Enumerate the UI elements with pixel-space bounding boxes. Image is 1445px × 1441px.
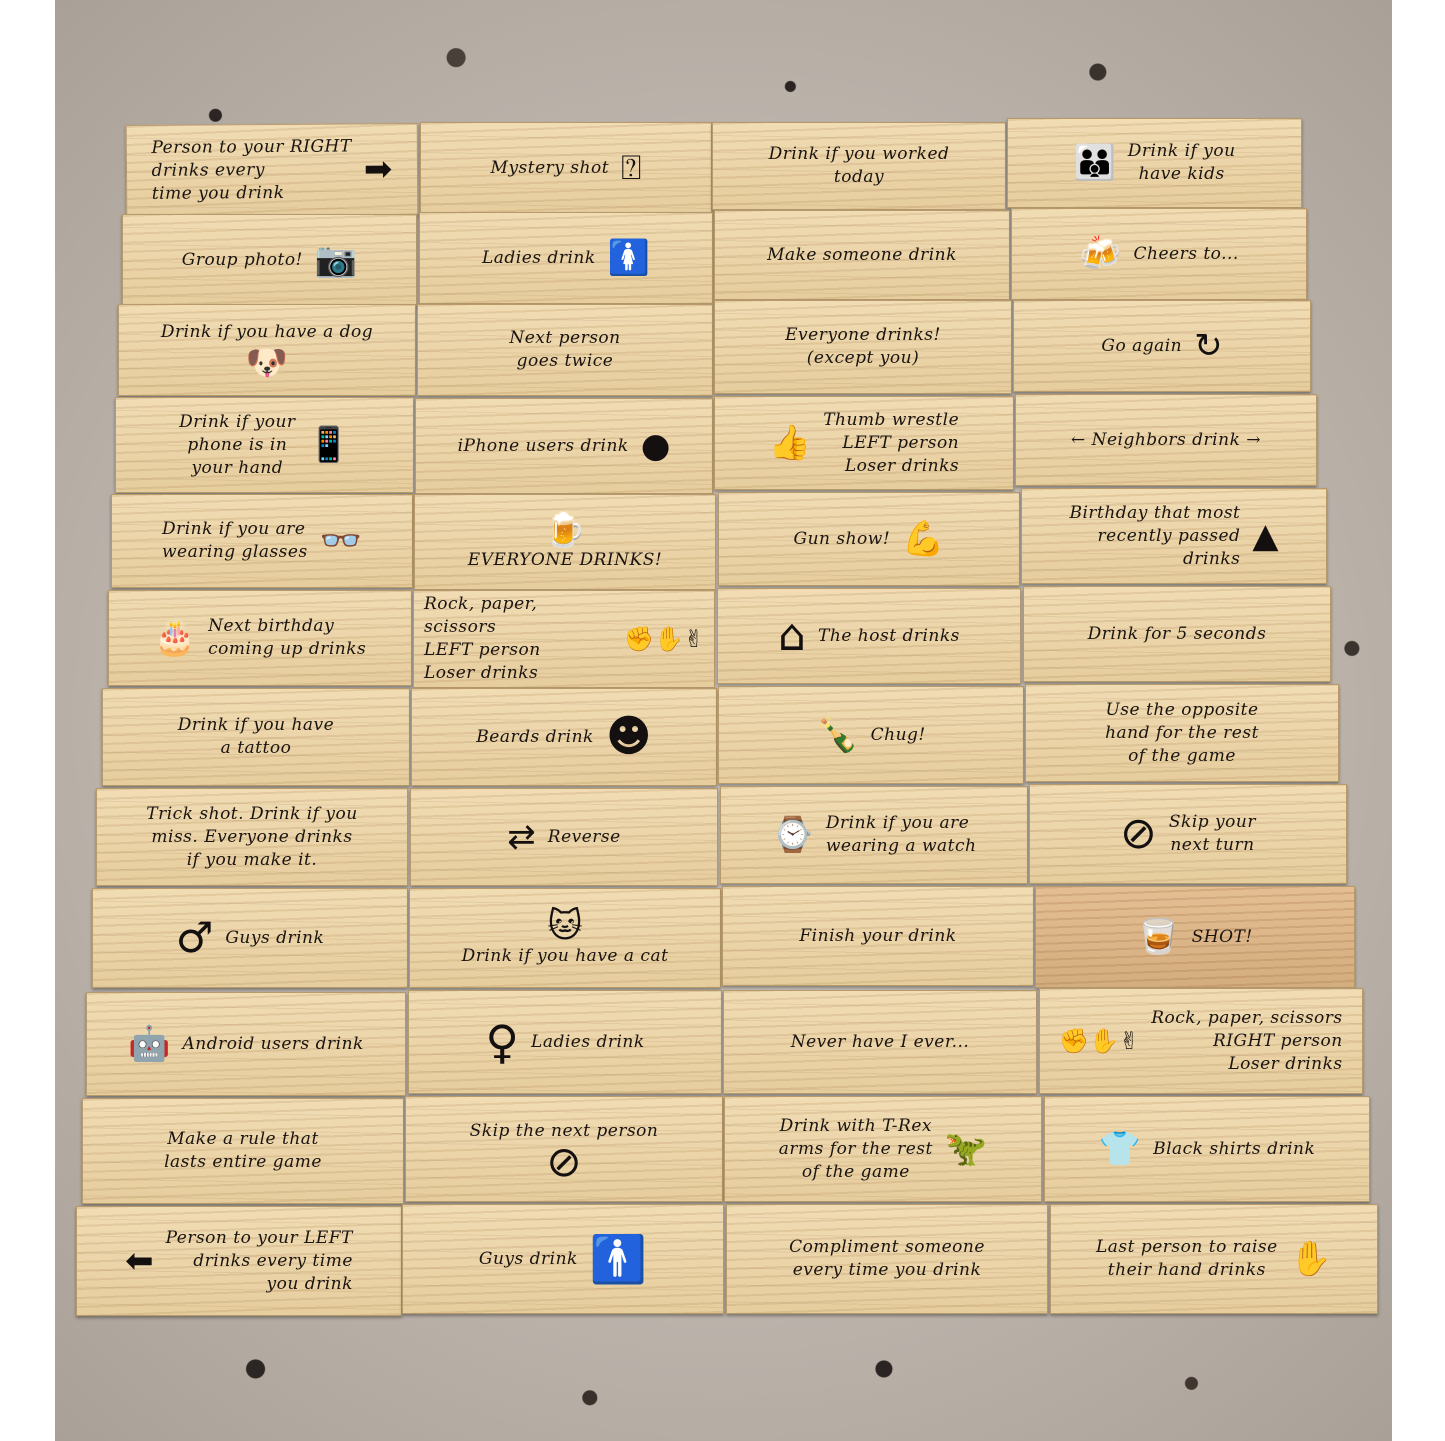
block-text: Make someone drink bbox=[767, 244, 957, 265]
block-31 bbox=[720, 786, 1028, 884]
block-6 bbox=[419, 212, 713, 304]
block-text: Person to your RIGHT drinks every time you drink bbox=[151, 135, 352, 204]
block-15 bbox=[714, 396, 1014, 490]
block-8 bbox=[1011, 208, 1307, 300]
block-11 bbox=[714, 300, 1012, 394]
block-33 bbox=[92, 888, 408, 988]
block-7 bbox=[714, 210, 1010, 300]
no-symbol-icon: ⊘ bbox=[546, 1136, 582, 1186]
dog-icon: 🐶 bbox=[245, 342, 289, 383]
parent-child-icon: 👪 bbox=[1073, 143, 1116, 183]
male-symbol-icon: ♂ bbox=[175, 913, 214, 962]
block-text: Reverse bbox=[547, 826, 621, 847]
arrow-left-icon: ⬅ bbox=[125, 1241, 154, 1281]
watch-icon: ⌚ bbox=[771, 815, 814, 855]
block-26 bbox=[411, 688, 717, 786]
block-text: Drink if you have a dog bbox=[160, 321, 374, 342]
block-32 bbox=[1029, 784, 1347, 884]
block-4 bbox=[1007, 118, 1302, 208]
block-text: Never have I ever... bbox=[790, 1031, 970, 1052]
tshirt-icon: 👕 bbox=[1098, 1129, 1142, 1169]
block-23 bbox=[717, 588, 1021, 684]
raised-hand-icon: ✋ bbox=[1289, 1239, 1333, 1279]
cat-icon: 🐱 bbox=[547, 905, 583, 946]
block-text: Group photo! bbox=[181, 249, 303, 270]
block-5 bbox=[122, 214, 417, 306]
block-19 bbox=[718, 492, 1020, 586]
block-40 bbox=[1039, 988, 1363, 1094]
block-24 bbox=[1023, 586, 1331, 682]
block-text: Skip your next turn bbox=[1168, 812, 1256, 855]
block-30 bbox=[410, 788, 718, 886]
block-text: Drink with T-Rex arms for the rest of the game bbox=[778, 1115, 933, 1182]
cake-icon: 🎂 bbox=[153, 618, 197, 658]
block-21 bbox=[108, 590, 412, 686]
block-text: Skip the next person bbox=[469, 1120, 659, 1141]
block-text: Rock, paper, scissors RIGHT person Loser drinks bbox=[1151, 1007, 1343, 1074]
block-text: Ladies drink bbox=[531, 1031, 645, 1052]
reverse-arrows-icon: ⇄ bbox=[507, 817, 536, 857]
block-10 bbox=[417, 304, 713, 396]
block-text: Drink if your phone is in your hand bbox=[179, 411, 296, 478]
house-icon: ⌂ bbox=[778, 610, 807, 661]
block-38 bbox=[408, 990, 722, 1094]
block-17 bbox=[111, 494, 413, 588]
block-text: Drink if you have kids bbox=[1127, 141, 1236, 184]
female-symbol-icon: ♀ bbox=[485, 1015, 520, 1069]
block-25 bbox=[102, 688, 410, 786]
block-text: Trick shot. Drink if you miss. Everyone drinks if you make it. bbox=[146, 803, 358, 870]
block-text: Black shirts drink bbox=[1153, 1138, 1316, 1159]
block-41 bbox=[82, 1098, 404, 1204]
block-text: iPhone users drink bbox=[457, 435, 629, 456]
block-22 bbox=[413, 590, 715, 688]
glasses-icon: 👓 bbox=[319, 521, 363, 561]
block-text: Make a rule that lasts entire game bbox=[164, 1129, 322, 1172]
phone-hand-icon: 📱 bbox=[307, 425, 350, 465]
man-icon: 🚹 bbox=[589, 1232, 648, 1286]
block-9 bbox=[118, 304, 416, 396]
block-13 bbox=[115, 397, 414, 493]
block-text: Drink if you are wearing glasses bbox=[161, 519, 308, 562]
block-text: Guys drink bbox=[225, 927, 325, 948]
block-text: Drink if you are wearing a watch bbox=[825, 813, 977, 856]
block-3 bbox=[712, 122, 1006, 210]
block-text: Everyone drinks! (except you) bbox=[785, 325, 941, 368]
block-27 bbox=[718, 686, 1024, 784]
block-text: Rock, paper, scissors LEFT person Loser drinks bbox=[424, 594, 541, 683]
block-45 bbox=[76, 1206, 402, 1316]
block-text: Drink if you have a tattoo bbox=[177, 715, 335, 758]
chugging-person-icon: 🍾 bbox=[816, 715, 859, 755]
block-text: Thumb wrestle LEFT person Loser drinks bbox=[823, 409, 960, 476]
block-text: Guys drink bbox=[478, 1248, 578, 1269]
apple-icon: ● bbox=[640, 426, 671, 466]
rock-paper-scissors-icon: ✊✋✌ bbox=[1059, 1027, 1140, 1055]
block-39 bbox=[723, 990, 1037, 1094]
block-text: Last person to raise their hand drinks bbox=[1095, 1237, 1278, 1280]
no-symbol-icon: ⊘ bbox=[1120, 808, 1157, 859]
block-42 bbox=[405, 1096, 723, 1202]
android-icon: 🤖 bbox=[128, 1024, 171, 1064]
block-text: Finish your drink bbox=[799, 925, 957, 946]
block-35 bbox=[722, 886, 1034, 986]
block-text: Chug! bbox=[870, 724, 926, 745]
bearded-face-icon: ☻ bbox=[605, 711, 652, 762]
block-text: The host drinks bbox=[818, 625, 960, 646]
block-18 bbox=[414, 494, 716, 590]
block-text: Go again bbox=[1101, 335, 1183, 356]
block-16 bbox=[1015, 394, 1317, 486]
block-43 bbox=[724, 1096, 1042, 1202]
block-44 bbox=[1044, 1096, 1370, 1202]
arrow-right-icon: ➡ bbox=[363, 149, 393, 190]
block-text: Next person goes twice bbox=[509, 328, 621, 371]
block-text: Birthday that most recently passed drinks bbox=[1069, 502, 1241, 569]
block-text: Cheers to... bbox=[1133, 243, 1239, 264]
camera-icon: 📷 bbox=[314, 240, 358, 280]
flexed-bicep-icon: 💪 bbox=[902, 519, 945, 559]
dinosaur-icon: 🦖 bbox=[944, 1129, 988, 1169]
question-cup-icon: ⍰ bbox=[621, 148, 642, 188]
block-text: Drink if you worked today bbox=[768, 144, 950, 187]
block-text: Compliment someone every time you drink bbox=[789, 1237, 985, 1280]
block-text: Person to your LEFT drinks every time you drink bbox=[165, 1227, 353, 1294]
block-text: Mystery shot bbox=[490, 157, 610, 178]
shot-lime-icon: 🥃 bbox=[1137, 917, 1180, 957]
block-34 bbox=[409, 888, 721, 988]
block-2 bbox=[420, 122, 712, 214]
block-text: Gun show! bbox=[793, 528, 891, 549]
block-text: Beards drink bbox=[476, 726, 594, 747]
redo-icon: ↻ bbox=[1194, 326, 1223, 366]
rock-paper-scissors-icon: ✊✋✌ bbox=[624, 625, 704, 653]
block-text: EVERYONE DRINKS! bbox=[467, 549, 663, 570]
block-28 bbox=[1025, 684, 1339, 782]
block-36 bbox=[1035, 886, 1355, 988]
block-text: Drink for 5 seconds bbox=[1087, 623, 1267, 644]
block-12 bbox=[1013, 300, 1311, 392]
block-20 bbox=[1021, 488, 1327, 584]
party-hat-icon: ▲ bbox=[1252, 516, 1279, 556]
block-text: ← Neighbors drink → bbox=[1070, 429, 1262, 450]
block-47 bbox=[726, 1204, 1048, 1314]
block-text: Drink if you have a cat bbox=[461, 945, 669, 966]
thumbs-up-icon: 👍 bbox=[768, 423, 812, 463]
block-29 bbox=[96, 788, 408, 886]
block-text: Next birthday coming up drinks bbox=[208, 616, 367, 659]
bottle-beer-icon: 🍺 bbox=[543, 509, 587, 550]
cheers-glasses-icon: 🍻 bbox=[1079, 234, 1122, 274]
woman-icon: 🚺 bbox=[607, 238, 650, 278]
block-46 bbox=[402, 1204, 724, 1314]
block-37 bbox=[86, 992, 406, 1096]
block-14 bbox=[415, 398, 713, 494]
block-48 bbox=[1050, 1204, 1378, 1314]
block-text: SHOT! bbox=[1191, 926, 1253, 947]
block-text: Ladies drink bbox=[482, 247, 596, 268]
block-text: Android users drink bbox=[182, 1033, 364, 1054]
block-1 bbox=[126, 123, 419, 217]
block-text: Use the opposite hand for the rest of the game bbox=[1105, 699, 1259, 766]
